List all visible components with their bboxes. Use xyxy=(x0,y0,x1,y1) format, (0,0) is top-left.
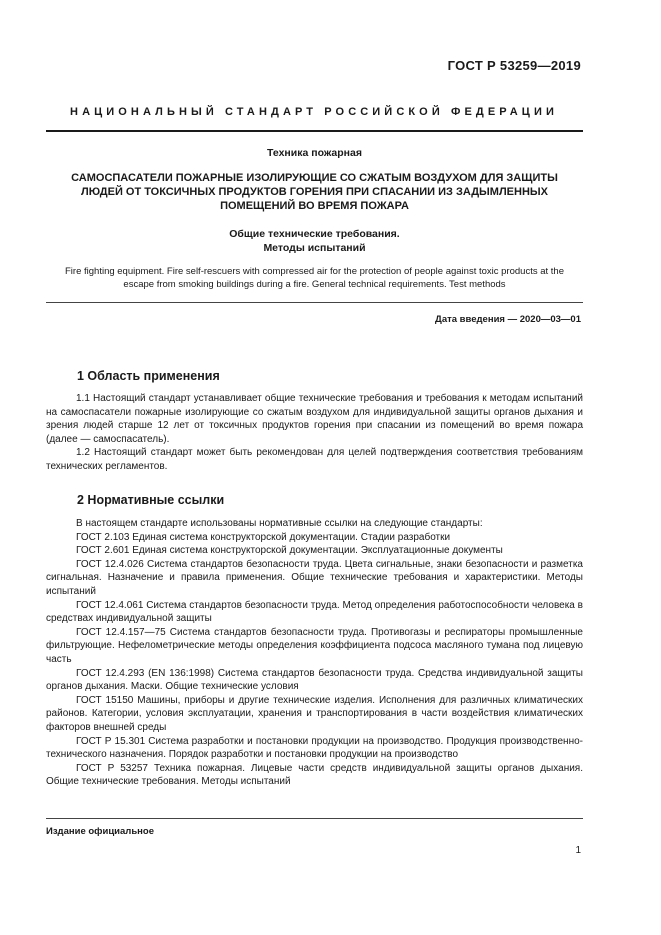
title-line: ПОМЕЩЕНИЙ ВО ВРЕМЯ ПОЖАРА xyxy=(220,200,409,212)
section-2-body xyxy=(46,517,583,789)
reference-item: ГОСТ Р 53257 Техника пожарная. Лицевые части средств индивидуальной защиты органов дыхания. Общие технические требования. Методы испытаний xyxy=(46,762,583,788)
paragraph: 1.2 Настоящий стандарт может быть рекомендован для целей подтверждения соответствия требованиям технических регламентов. xyxy=(46,447,583,472)
reference-item: ГОСТ 2.103 Единая система конструкторской документации. Стадии разработки xyxy=(76,531,451,543)
paragraph: В настоящем стандарте использованы нормативные ссылки на следующие стандарты: xyxy=(76,518,483,529)
reference-item: ГОСТ 12.4.157—75 Система стандартов безопасности труда. Противогазы и респираторы промышленные фильтрующие. Нефелометрические методы определения коэффициента подсоса масляного тумана под лицевую часть xyxy=(46,626,583,665)
subtitle-line: Общие технические требования. xyxy=(229,228,400,240)
document-number: ГОСТ Р 53259—2019 xyxy=(447,58,581,73)
title-divider xyxy=(46,302,583,303)
english-title-line: Fire fighting equipment. Fire self-rescuers with compressed air for the protection of people against toxic products at the xyxy=(65,266,564,277)
document-subtitle xyxy=(46,228,583,255)
subtitle-line: Методы испытаний xyxy=(263,241,366,254)
introduction-date: Дата введения — 2020—03—01 xyxy=(435,314,581,325)
reference-item: ГОСТ Р 15.301 Система разработки и постановки продукции на производство. Продукция производственно-технического назначения. Порядок разработки и постановки продукции на производство xyxy=(46,735,583,761)
english-title-line: escape from smoking buildings during a fire. General technical requirements. Test methods xyxy=(123,279,506,290)
reference-item: ГОСТ 15150 Машины, приборы и другие технические изделия. Исполнения для различных климатических районов. Категории, условия эксплуатации, хранения и транспортирования в части воздействия климатических факторов внешней среды xyxy=(46,694,583,733)
reference-item: ГОСТ 2.601 Единая система конструкторской документации. Эксплуатационные документы xyxy=(76,545,503,557)
equipment-type: Техника пожарная xyxy=(267,147,362,159)
page-number: 1 xyxy=(575,845,581,856)
title-line: ЛЮДЕЙ ОТ ТОКСИЧНЫХ ПРОДУКТОВ ГОРЕНИЯ ПРИ СПАСАНИИ ИЗ ЗАДЫМЛЕННЫХ xyxy=(80,186,549,198)
title-line: САМОСПАСАТЕЛИ ПОЖАРНЫЕ ИЗОЛИРУЮЩИЕ СО СЖАТЫМ ВОЗДУХОМ ДЛЯ ЗАЩИТЫ xyxy=(71,172,558,184)
english-title xyxy=(46,265,583,291)
official-edition-label: Издание официальное xyxy=(46,826,154,837)
paragraph: 1.1 Настоящий стандарт устанавливает общие технические требования и требования к методам испытаний на самоспасатели пожарные изолирующие со сжатым воздухом для индивидуальной защиты органов дыхания и зрения людей старше 12 лет от токсичных продуктов горения при спасании из помещений во время пожара (далее — самоспасатель). xyxy=(46,393,583,445)
document-title xyxy=(46,171,583,213)
section-1-body xyxy=(46,392,583,474)
section-1-heading: 1 Область применения xyxy=(77,369,220,383)
header-divider xyxy=(46,130,583,132)
reference-item: ГОСТ 12.4.061 Система стандартов безопасности труда. Метод определения работоспособности человека в средствах индивидуальной защиты xyxy=(46,599,583,625)
section-2-heading: 2 Нормативные ссылки xyxy=(77,493,225,507)
footer-divider xyxy=(46,818,583,819)
reference-item: ГОСТ 12.4.293 (EN 136:1998) Система стандартов безопасности труда. Средства индивидуальной защиты органов дыхания. Маски. Общие технические условия xyxy=(46,667,583,693)
standard-type-line: НАЦИОНАЛЬНЫЙ СТАНДАРТ РОССИЙСКОЙ ФЕДЕРАЦИИ xyxy=(70,106,558,118)
reference-item: ГОСТ 12.4.026 Система стандартов безопасности труда. Цвета сигнальные, знаки безопасности и разметка сигнальная. Назначение и правила применения. Общие технические требования и характеристики. Методы испытаний xyxy=(46,558,583,597)
